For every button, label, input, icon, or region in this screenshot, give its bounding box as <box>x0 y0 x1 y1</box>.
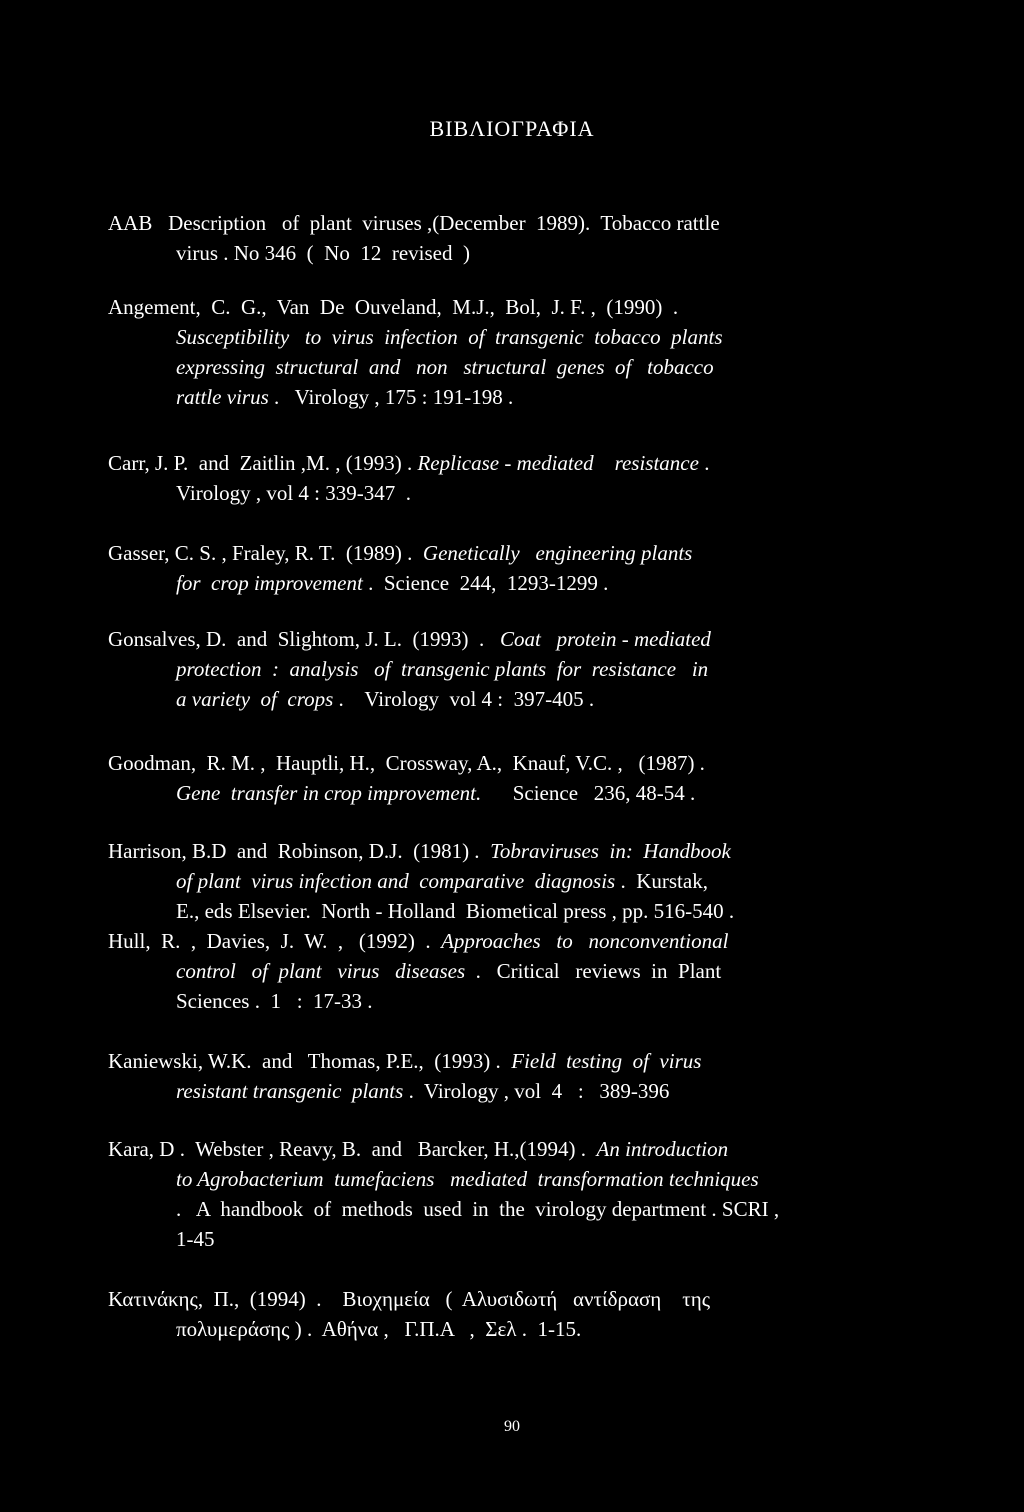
reference-line <box>108 292 868 322</box>
reference-title-text: Gene transfer in crop improvement. <box>176 781 482 805</box>
reference-text: . A handbook of methods used in the virology department . SCRI , <box>176 1197 780 1221</box>
reference-line <box>108 836 868 866</box>
reference-title-text: Approaches to nonconventional <box>441 929 729 953</box>
reference-text: Angement, C. G., Van De Ouveland, M.J., Bol, J. F. , (1990) . <box>108 295 679 319</box>
reference-line <box>108 778 868 808</box>
reference-text: . Kurstak, <box>615 869 708 893</box>
reference-entry <box>108 208 868 268</box>
reference-line <box>108 1046 868 1076</box>
reference-title-text: Susceptibility to virus infection of transgenic tobacco plants <box>176 325 723 349</box>
reference-line <box>108 478 868 508</box>
reference-title-text: expressing structural and non structural genes of tobacco <box>176 355 714 379</box>
page-number: 90 <box>504 1418 520 1435</box>
reference-title-text: for crop improvement <box>176 571 363 595</box>
reference-line <box>108 238 868 268</box>
reference-line <box>108 896 868 926</box>
reference-line <box>108 1284 868 1314</box>
reference-line <box>108 956 868 986</box>
reference-line <box>108 986 868 1016</box>
reference-text: Virology , vol 4 : 339-347 . <box>176 481 411 505</box>
reference-line <box>108 568 868 598</box>
reference-text: 1-45 <box>176 1227 215 1251</box>
reference-text: E., eds Elsevier. North - Holland Biometical press , pp. 516-540 . <box>176 899 735 923</box>
reference-line <box>108 926 868 956</box>
reference-entry <box>108 748 868 808</box>
reference-title-text: of plant virus infection and comparative diagnosis <box>176 869 616 893</box>
reference-text: Goodman, R. M. , Hauptli, H., Crossway, A., Knauf, V.C. , (1987) . <box>108 751 705 775</box>
reference-entry <box>108 1134 868 1254</box>
reference-text: . Virology , 175 : 191-198 . <box>268 385 514 409</box>
reference-line <box>108 208 868 238</box>
reference-entry <box>108 926 868 1016</box>
reference-text: . Virology , vol 4 : 389-396 <box>403 1079 670 1103</box>
reference-line <box>108 684 868 714</box>
reference-text: Kara, D . Webster , Reavy, B. and Barcker, H.,(1994) . <box>108 1137 597 1161</box>
reference-text: Gasser, C. S. , Fraley, R. T. (1989) . <box>108 541 423 565</box>
reference-line <box>108 654 868 684</box>
reference-line <box>108 382 868 412</box>
reference-line <box>108 1224 868 1254</box>
reference-text: Gonsalves, D. and Slightom, J. L. (1993) . <box>108 627 500 651</box>
reference-text: Hull, R. , Davies, J. W. , (1992) . <box>108 929 442 953</box>
reference-entry <box>108 292 868 412</box>
reference-line <box>108 1194 868 1224</box>
reference-text: Harrison, B.D and Robinson, D.J. (1981) . <box>108 839 491 863</box>
reference-text: πολυμεράσης ) . Αθήνα , Γ.Π.Α , Σελ . 1-15. <box>176 1317 582 1341</box>
reference-line <box>108 1134 868 1164</box>
reference-title-text: protection : analysis of transgenic plants for resistance in <box>176 657 709 681</box>
reference-entry <box>108 1046 868 1106</box>
reference-title-text: a variety of crops <box>176 687 334 711</box>
reference-text: AAB Description of plant viruses ,(December 1989). Tobacco rattle <box>108 211 720 235</box>
reference-line <box>108 748 868 778</box>
reference-entry <box>108 1284 868 1344</box>
reference-line <box>108 322 868 352</box>
reference-text: Kaniewski, W.K. and Thomas, P.E., (1993) . <box>108 1049 512 1073</box>
reference-title-text: An introduction <box>596 1137 729 1161</box>
reference-text: Κατινάκης, Π., (1994) . Βιοχημεία ( Αλυσιδωτή αντίδραση της <box>108 1287 711 1311</box>
reference-entry <box>108 836 868 926</box>
reference-text: Sciences . 1 : 17-33 . <box>176 989 373 1013</box>
reference-text: . <box>698 451 710 475</box>
reference-title-text: Replicase - mediated resistance <box>417 451 699 475</box>
reference-line <box>108 1314 868 1344</box>
reference-text: virus . No 346 ( No 12 revised ) <box>176 241 470 265</box>
reference-text: . Virology vol 4 : 397-405 . <box>333 687 595 711</box>
reference-title-text: Tobraviruses in: Handbook <box>490 839 731 863</box>
reference-line <box>108 1076 868 1106</box>
reference-entry <box>108 624 868 714</box>
reference-line <box>108 448 868 478</box>
page-title: ΒΙΒΛΙΟΓΡΑΦΙΑ <box>429 116 595 141</box>
reference-title-text: to Agrobacterium tumefaciens mediated transformation techniques <box>176 1167 759 1191</box>
reference-line <box>108 866 868 896</box>
reference-title-text: control of plant virus diseases <box>176 959 466 983</box>
reference-title-text: rattle virus <box>176 385 269 409</box>
reference-title-text: resistant transgenic plants <box>176 1079 404 1103</box>
reference-entry <box>108 448 868 508</box>
reference-line <box>108 624 868 654</box>
reference-text: . Critical reviews in Plant <box>465 959 722 983</box>
reference-line <box>108 352 868 382</box>
reference-text: Science 236, 48-54 . <box>481 781 696 805</box>
reference-title-text: Field testing of virus <box>511 1049 702 1073</box>
reference-title-text: Coat protein - mediated <box>499 627 711 651</box>
reference-line <box>108 1164 868 1194</box>
reference-title-text: Genetically engineering plants <box>422 541 693 565</box>
reference-entry <box>108 538 868 598</box>
reference-line <box>108 538 868 568</box>
reference-text: . Science 244, 1293-1299 . <box>362 571 609 595</box>
reference-text: Carr, J. P. and Zaitlin ,M. , (1993) . <box>108 451 418 475</box>
